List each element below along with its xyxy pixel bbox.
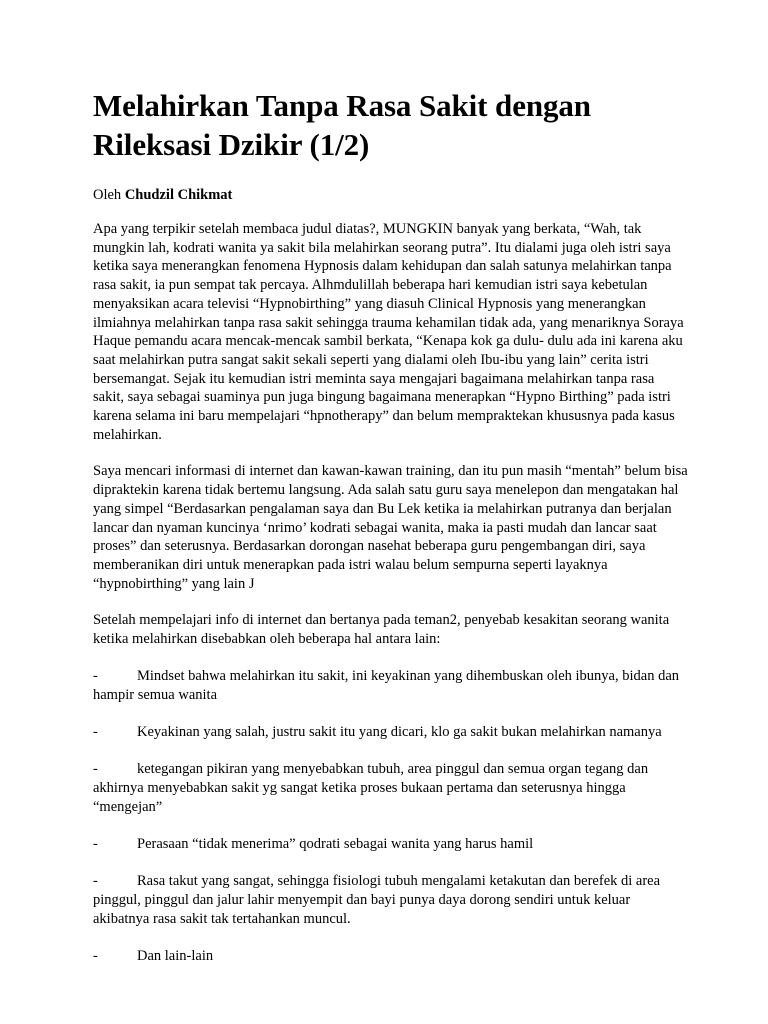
byline <box>93 186 688 204</box>
document-title: Melahirkan Tanpa Rasa Sakit dengan Rileksasi Dzikir (1/2) <box>93 88 591 162</box>
list-dash: - <box>93 873 98 890</box>
list-item-text: ketegangan pikiran yang menyebabkan tubuh, area pinggul dan semua organ tegang dan akhirnya menyebabkan sakit yg sangat ketika proses bukaan pertama dan seterusnya hingga “mengejan” <box>93 761 649 815</box>
list-dash: - <box>93 761 98 778</box>
list-item-text: Rasa takut yang sangat, sehingga fisiologi tubuh mengalami ketakutan dan berefek di area pinggul, pinggul dan jalur lahir menyempit dan bayi punya daya dorong sendiri untuk keluar akibatnya rasa sakit tak tertahankan muncul. <box>93 873 661 927</box>
list-item <box>93 872 688 928</box>
list-dash: - <box>93 947 98 964</box>
author-name: Chudzil Chikmat <box>124 187 233 203</box>
list-item-text: Perasaan “tidak menerima” qodrati sebagai wanita yang harus hamil <box>137 835 534 852</box>
list-item-text: Mindset bahwa melahirkan itu sakit, ini keyakinan yang dihembuskan oleh ibunya, bidan dan hampir semua wanita <box>93 668 680 703</box>
list-item <box>93 723 688 742</box>
list-dash: - <box>93 668 98 685</box>
list-item <box>93 947 688 966</box>
list-dash: - <box>93 835 98 852</box>
list-item <box>93 835 688 854</box>
list-item <box>93 667 688 704</box>
list-item-text: Dan lain-lain <box>137 947 214 964</box>
list-item-text: Keyakinan yang salah, justru sakit itu yang dicari, klo ga sakit bukan melahirkan namanya <box>137 724 662 741</box>
list-item <box>93 760 688 816</box>
list-dash: - <box>93 724 98 741</box>
paragraph-1: Apa yang terpikir setelah membaca judul diatas?, MUNGKIN banyak yang berkata, “Wah, tak mungkin lah, kodrati wanita ya sakit bila melahirkan seorang putra”. Itu dialami juga oleh istri saya ketika saya menerangkan fenomena Hypnosis dalam kehidupan dan salah satunya melahirkan tanpa rasa sakit, ia pun sempat tak percaya. Alhmdulillah beberapa hari kemudian istri saya kebetulan menyaksikan acara televisi “Hypnobirthing” yang diasuh Clinical Hypnosis yang menerangkan ilmiahnya melahirkan tanpa rasa sakit sehingga trauma kehamilan tidak ada, yang menariknya Soraya Haque pemandu acara mencak-mencak sambil berkata, “Kenapa kok ga dulu- dulu ada ini karena aku saat melahirkan putra sangat sakit sekali seperti yang dialami oleh Ibu-ibu yang lain” cerita istri bersemangat. Sejak itu kemudian istri meminta saya mengajari bagaimana melahirkan tanpa rasa sakit, saya sebagai suaminya pun juga bingung bagaimana menerapkan “Hypno Birthing” pada istri karena selama ini baru mempelajari “hpnotherapy” dan belum mempraktekan khususnya pada kasus melahirkan. <box>93 221 684 443</box>
byline-prefix: Oleh <box>93 187 125 203</box>
paragraph-2: Saya mencari informasi di internet dan kawan-kawan training, dan itu pun masih “mentah” belum bisa dipraktekin karena tidak bertemu langsung. Ada salah satu guru saya menelepon dan mengatakan hal yang simpel “Berdasarkan pengalaman saya dan Bu Lek ketika ia melahirkan putranya dan berjalan lancar dan nyaman kuncinya ‘nrimo’ kodrati sebagai wanita, maka ia pasti mudah dan lancar saat proses” dan seterusnya. Berdasarkan dorongan nasehat beberapa guru pengembangan diri, saya memberanikan diri untuk menerapkan pada istri walau belum sempurna seperti layaknya “hypnobirthing” yang lain J <box>93 463 688 592</box>
paragraph-3: Setelah mempelajari info di internet dan bertanya pada teman2, penyebab kesakitan seorang wanita ketika melahirkan disebabkan oleh beberapa hal antara lain: <box>93 612 670 648</box>
